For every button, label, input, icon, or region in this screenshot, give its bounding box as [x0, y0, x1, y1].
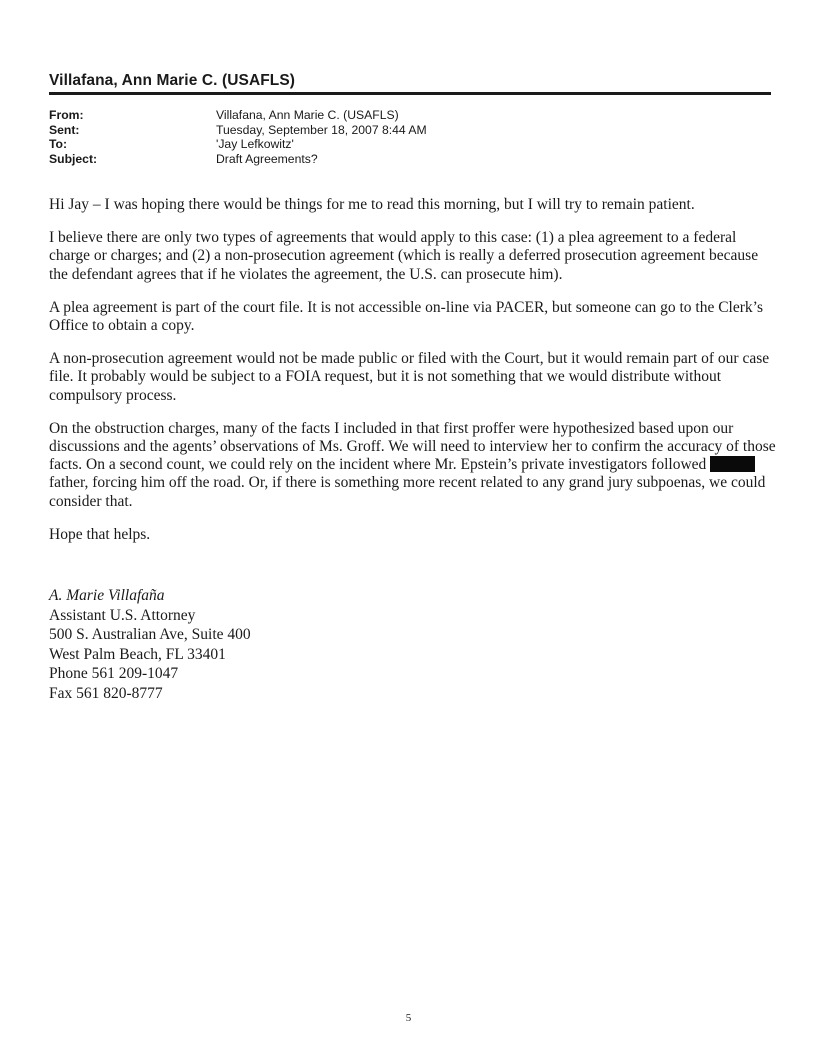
signature-address-line1: 500 S. Australian Ave, Suite 400	[49, 626, 251, 644]
obstruction-text-after: father, forcing him off the road. Or, if there is something more recent related to any grand jury subpoenas, we could consider that.	[49, 474, 766, 510]
to-label: To:	[49, 137, 68, 151]
to-value: 'Jay Lefkowitz'	[216, 137, 294, 151]
sent-value: Tuesday, September 18, 2007 8:44 AM	[216, 122, 427, 137]
signature-phone: Phone 561 209-1047	[49, 665, 179, 683]
signature-name: A. Marie Villafaña	[49, 587, 165, 604]
body-paragraph-agreement-types: I believe there are only two types of agreements that would apply to this case: (1) a plea agreement to a federal charge or charges; and (2) a non-prosecution agreement (which is really a deferred prosecution agreement because the defendant agrees that if he violates the agreement, the U.S. can prosecute him).	[49, 229, 759, 283]
email-body	[49, 196, 777, 559]
email-header	[49, 108, 427, 166]
body-paragraph-closing: Hope that helps.	[49, 525, 151, 543]
from-row	[49, 108, 427, 123]
from-value: Villafana, Ann Marie C. (USAFLS)	[216, 108, 399, 122]
signature-address-line2: West Palm Beach, FL 33401	[49, 645, 226, 663]
signature-fax: Fax 561 820-8777	[49, 684, 163, 702]
body-paragraph-obstruction	[49, 420, 777, 511]
subject-value: Draft Agreements?	[216, 151, 318, 166]
body-paragraph-plea-agreement: A plea agreement is part of the court file. It is not accessible on-line via PACER, but someone can go to the Clerk’s Office to obtain a copy.	[49, 298, 763, 335]
body-paragraph-non-prosecution: A non-prosecution agreement would not be made public or filed with the Court, but it would remain part of our case file. It probably would be subject to a FOIA request, but it is not something that we would distribute without compulsory process.	[49, 350, 770, 404]
from-label: From:	[49, 108, 84, 122]
page-number: 5	[405, 1012, 412, 1024]
sent-label: Sent:	[49, 122, 80, 137]
sent-row	[49, 123, 427, 138]
to-row	[49, 137, 427, 152]
sender-heading: Villafana, Ann Marie C. (USAFLS)	[49, 72, 296, 89]
signature-title: Assistant U.S. Attorney	[49, 606, 196, 624]
subject-label: Subject:	[49, 151, 98, 166]
signature-block	[49, 586, 251, 704]
obstruction-text-before: On the obstruction charges, many of the facts I included in that first proffer were hypothesized based upon our discussions and the agents’ observations of Ms. Groff. We will need to interview her to confirm the accuracy of those facts. On a second count, we could rely on the incident where Mr. Epstein’s private investigators followed	[49, 419, 776, 474]
redaction-box	[710, 456, 755, 472]
heading-divider	[49, 92, 771, 95]
subject-row	[49, 152, 427, 167]
body-paragraph-greeting: Hi Jay – I was hoping there would be things for me to read this morning, but I will try to remain patient.	[49, 196, 695, 213]
